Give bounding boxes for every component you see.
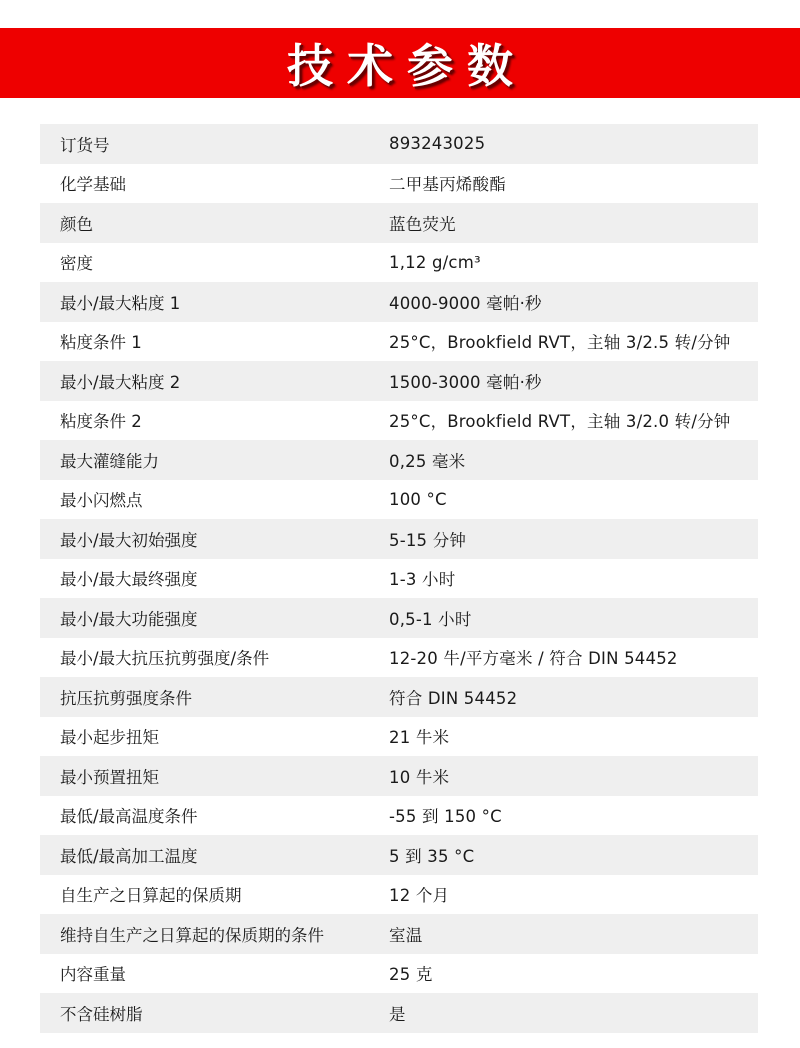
spec-value: 25°C，Brookfield RVT，主轴 3/2.5 转/分钟: [389, 333, 731, 353]
spec-label: 最小闪燃点: [60, 491, 143, 511]
spec-row: [40, 480, 758, 520]
spec-label: 最小/最大粘度 1: [60, 293, 181, 313]
spec-label: 化学基础: [60, 175, 126, 195]
spec-label: 最小起步扭矩: [60, 728, 159, 748]
spec-row: [40, 875, 758, 915]
spec-label: 粘度条件 1: [60, 333, 142, 353]
spec-row: [40, 638, 758, 678]
spec-value: 4000-9000 毫帕·秒: [389, 293, 542, 313]
spec-label: 颜色: [60, 214, 93, 234]
spec-row: [40, 756, 758, 796]
spec-row: [40, 914, 758, 954]
spec-value: 100 °C: [389, 489, 447, 509]
spec-value: 21 牛米: [389, 728, 450, 748]
spec-label: 最小预置扭矩: [60, 767, 159, 787]
spec-row: [40, 598, 758, 638]
spec-row: [40, 440, 758, 480]
spec-row: [40, 322, 758, 362]
spec-value: 25°C，Brookfield RVT，主轴 3/2.0 转/分钟: [389, 412, 731, 432]
header-banner: [0, 28, 800, 98]
spec-value: 1,12 g/cm³: [389, 252, 481, 272]
spec-value: 25 克: [389, 965, 433, 985]
spec-table: [40, 124, 758, 1033]
spec-row: [40, 361, 758, 401]
spec-label: 密度: [60, 254, 93, 274]
spec-value: 5-15 分钟: [389, 530, 467, 550]
spec-value: 12 个月: [389, 886, 450, 906]
spec-row: [40, 124, 758, 164]
spec-label: 最低/最高温度条件: [60, 807, 198, 827]
spec-value: 893243025: [389, 134, 486, 154]
page-title: 技术参数: [287, 39, 527, 93]
spec-value: 10 牛米: [389, 767, 450, 787]
spec-value: 1-3 小时: [389, 570, 456, 590]
spec-label: 最小/最大粘度 2: [60, 372, 181, 392]
spec-row: [40, 282, 758, 322]
spec-value: 室温: [389, 925, 423, 945]
spec-label: 不含硅树脂: [60, 1004, 143, 1024]
spec-row: [40, 993, 758, 1033]
spec-value: 0,25 毫米: [389, 451, 466, 471]
spec-label: 抗压抗剪强度条件: [60, 688, 192, 708]
spec-value: -55 到 150 °C: [389, 807, 502, 827]
spec-row: [40, 203, 758, 243]
spec-row: [40, 835, 758, 875]
spec-row: [40, 677, 758, 717]
spec-label: 最小/最大最终强度: [60, 570, 198, 590]
spec-value: 1500-3000 毫帕·秒: [389, 372, 542, 392]
spec-label: 最小/最大初始强度: [60, 530, 198, 550]
spec-label: 订货号: [60, 135, 110, 155]
spec-label: 最小/最大抗压抗剪强度/条件: [60, 649, 270, 669]
spec-value: 二甲基丙烯酸酯: [389, 175, 506, 195]
spec-row: [40, 401, 758, 441]
spec-row: [40, 243, 758, 283]
spec-row: [40, 954, 758, 994]
spec-label: 粘度条件 2: [60, 412, 142, 432]
spec-label: 内容重量: [60, 965, 126, 985]
spec-value: 12-20 牛/平方毫米 / 符合 DIN 54452: [389, 649, 678, 669]
spec-label: 最低/最高加工温度: [60, 846, 198, 866]
spec-label: 最小/最大功能强度: [60, 609, 198, 629]
spec-value: 符合 DIN 54452: [389, 688, 518, 708]
spec-row: [40, 164, 758, 204]
spec-row: [40, 559, 758, 599]
spec-label: 最大灌缝能力: [60, 451, 159, 471]
spec-value: 5 到 35 °C: [389, 846, 475, 866]
spec-label: 维持自生产之日算起的保质期的条件: [60, 925, 324, 945]
spec-row: [40, 519, 758, 559]
spec-value: 是: [389, 1004, 406, 1024]
spec-value: 蓝色荧光: [389, 214, 456, 234]
spec-value: 0,5-1 小时: [389, 609, 472, 629]
spec-row: [40, 796, 758, 836]
spec-row: [40, 717, 758, 757]
spec-label: 自生产之日算起的保质期: [60, 886, 242, 906]
